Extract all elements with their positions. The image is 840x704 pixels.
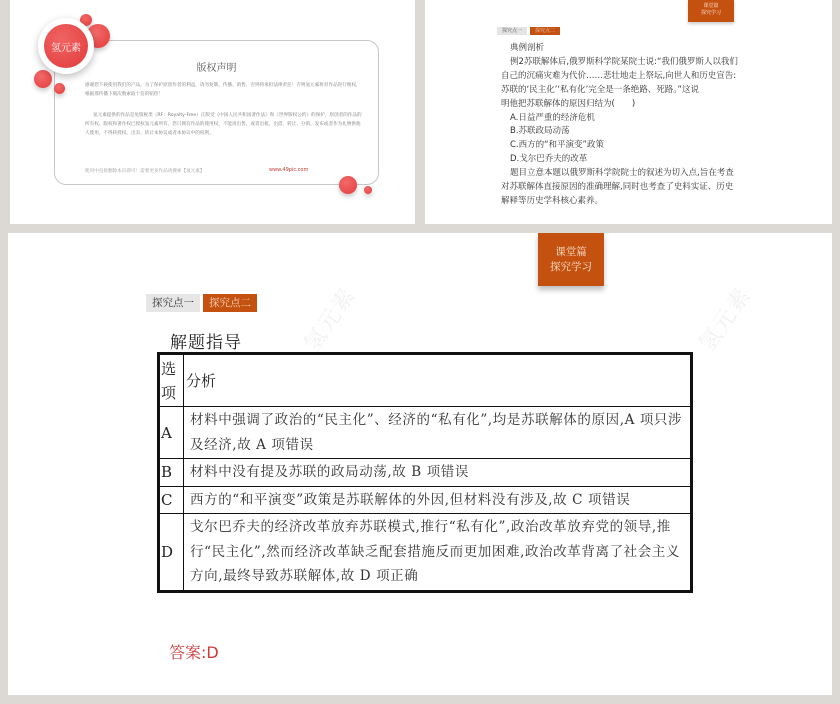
question-line: 苏联的‘民主化’‘私有化’完全是一条绝路、死路。”这说 <box>501 84 699 95</box>
row-option: C <box>159 486 184 514</box>
table-row <box>159 407 692 459</box>
badge-line-1: 课堂篇 <box>555 246 587 258</box>
logo-text: 氢元素 <box>44 24 88 68</box>
table-header-row <box>159 354 692 407</box>
analysis-table <box>157 352 693 593</box>
decorative-dot-icon <box>54 83 65 94</box>
question-line: 明他把苏联解体的原因归结为( ) <box>501 98 636 109</box>
option-c: C.西方的“和平演变”政策 <box>510 140 604 151</box>
logo-badge <box>38 18 94 74</box>
table-row <box>159 459 692 487</box>
intent-line: 对苏联解体直接原因的准确理解,同时也考查了史料实证、历史 <box>501 182 734 193</box>
slide-thumbnail-example[interactable] <box>425 0 832 224</box>
copyright-paragraph-1: 感谢您下载使用我们的产品，为了保护原创作者的利益，请勿复制、传播、销售，否则将承担法律责任！否则氢元素将对作品进行维权，根据那传播下载次数索取十倍的赔偿！ <box>85 83 361 97</box>
row-option: B <box>159 459 184 487</box>
tab-bar <box>497 27 560 35</box>
row-analysis: 西方的“和平演变”政策是苏联解体的外因,但材料没有涉及,故 C 项错误 <box>184 486 692 514</box>
section-badge <box>688 0 734 22</box>
watermark: 氢元素 <box>694 282 757 357</box>
header-option: 选项 <box>159 354 184 407</box>
tab-point-1[interactable]: 探究点一 <box>146 294 200 312</box>
watermark: 氢元素 <box>299 282 362 357</box>
question-line: 例2苏联解体后,俄罗斯科学院某院士说:“我们俄罗斯人以我们 <box>510 56 738 67</box>
copyright-title: 版权声明 <box>196 63 237 74</box>
intent-line: 题目立意本题以俄罗斯科学院院士的叙述为切入点,旨在考查 <box>510 168 734 179</box>
section-badge <box>538 233 604 286</box>
tab-point-1[interactable]: 探究点一 <box>497 27 527 35</box>
question-line: 自己的沉痛灾难为代价……悲壮地走上祭坛,向世人和历史宣告: <box>501 70 737 81</box>
table-row <box>159 514 692 592</box>
slide-thumbnail-copyright[interactable] <box>10 0 415 224</box>
option-b: B.苏联政局动荡 <box>510 126 570 137</box>
row-analysis: 材料中没有提及苏联的政局动荡,故 B 项错误 <box>184 459 692 487</box>
option-a: A.日益严重的经济危机 <box>510 112 595 123</box>
decorative-dot-icon <box>364 186 372 194</box>
row-analysis: 材料中强调了政治的“民主化”、经济的“私有化”,均是苏联解体的原因,A 项只涉及经济,故 A 项错误 <box>184 407 692 459</box>
intent-line: 解释等历史学科核心素养。 <box>501 195 604 206</box>
answer-text: 答案:D <box>169 643 219 662</box>
tab-point-2[interactable]: 探究点二 <box>530 27 560 35</box>
badge-line-2: 探究学习 <box>700 10 721 16</box>
copyright-url: www.49pic.com <box>269 167 309 173</box>
copyright-paragraph-2: 氢元素提供的作品是免版税类（RF：Royalty-Free）正版受《中国人民共和国著作法》和《世界版权公约》的保护，原创者的作品的所有权、版权和著作权已授权氢元素所有，您只拥有作品的使用权，不能再出售，或者出租、出借、转让、分销、发布或者作为礼物供他人使用，不得转授权、出卖、转让本协议或者本协议中的权利。 <box>85 113 362 136</box>
tab-point-2[interactable]: 探究点二 <box>203 294 257 312</box>
row-option: A <box>159 407 184 459</box>
header-analysis: 分析 <box>184 354 692 407</box>
slide-guide[interactable] <box>8 233 832 695</box>
copyright-footer-note: 使用中直接删除本页即可！需要更多作品请搜索【氢元素】 <box>85 169 205 174</box>
option-d: D.戈尔巴乔夫的改革 <box>510 154 588 165</box>
badge-line-1: 课堂篇 <box>703 3 719 9</box>
row-analysis: 戈尔巴乔夫的经济改革放弃苏联模式,推行“私有化”,政治改革放弃党的领导,推行“民主化”,然而经济改革缺乏配套措施反而更加困难,政治改革背离了社会主义方向,最终导致苏联解体,故 D 项正确 <box>184 514 692 592</box>
decorative-dot-icon <box>339 176 357 194</box>
guide-title: 解题指导 <box>170 333 242 353</box>
decorative-dot-icon <box>34 70 52 88</box>
copyright-card <box>54 40 379 185</box>
table-row <box>159 486 692 514</box>
example-question <box>501 42 767 209</box>
example-heading: 典例剖析 <box>510 43 545 53</box>
tab-bar <box>146 294 257 312</box>
row-option: D <box>159 514 184 592</box>
badge-line-2: 探究学习 <box>550 261 592 273</box>
